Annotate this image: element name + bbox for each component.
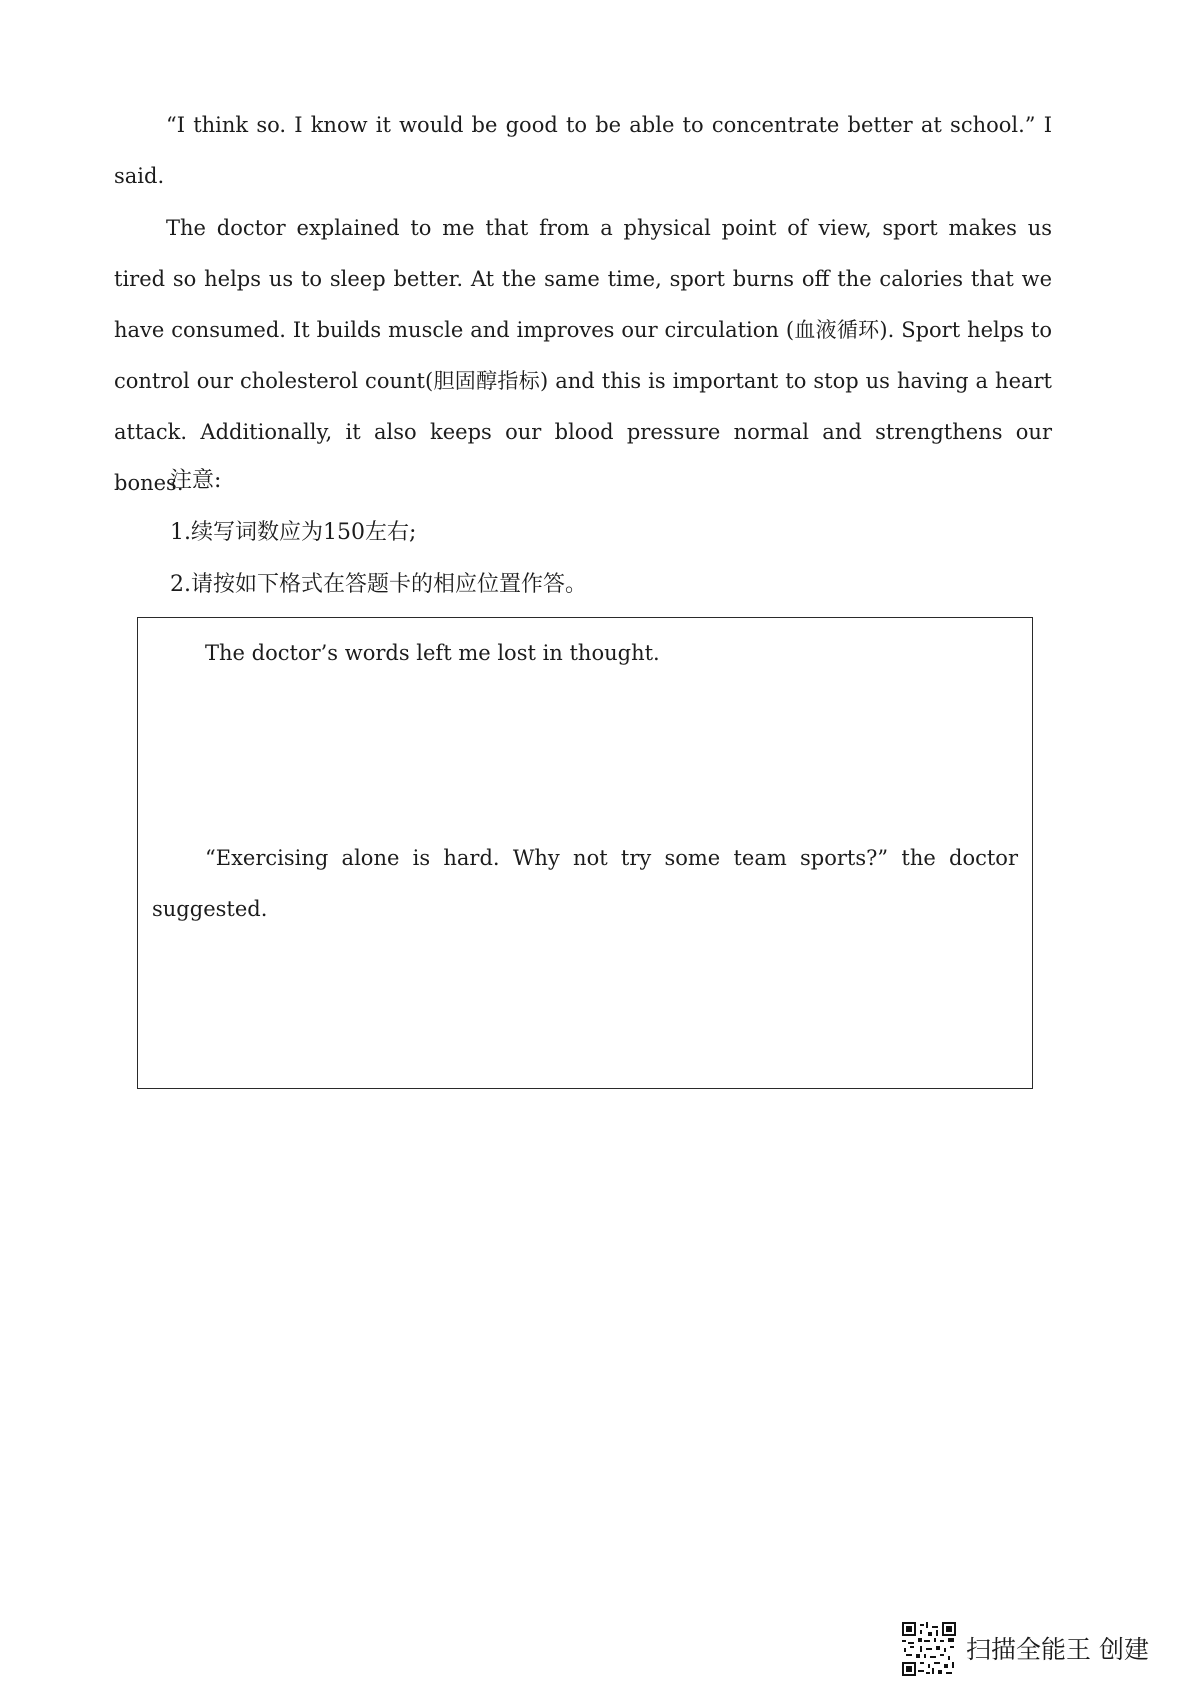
- notes-title: 注意:: [170, 468, 222, 493]
- passage-paragraph-1: “I think so. I know it would be good to be able to concentrate better at school.” I said.: [114, 113, 1052, 188]
- opening-line-2: “Exercising alone is hard. Why not try some team sports?” the doctor suggested.: [152, 846, 1018, 921]
- passage-paragraph-2: The doctor explained to me that from a physical point of view, sport makes us tired so helps us to sleep better. At the same time, sport burns off the calories that we have consumed. It builds muscle and improves our circulation (血液循环). Sport helps to control our cholesterol count(胆固醇指标) and this is important to stop us having a heart attack. Additionally, it also keeps our blood pressure normal and strengthens our bones.: [114, 216, 1052, 495]
- notes-item-1: 1.续写词数应为150左右;: [170, 520, 417, 545]
- opening-line-1: The doctor’s words left me lost in thought.: [205, 641, 660, 665]
- scanner-watermark: [902, 1622, 1172, 1678]
- notes-item-2: 2.请按如下格式在答题卡的相应位置作答。: [170, 572, 587, 597]
- qr-code-icon: [902, 1622, 956, 1676]
- answer-box: [137, 617, 1033, 1089]
- watermark-text: 扫描全能王 创建: [966, 1635, 1149, 1664]
